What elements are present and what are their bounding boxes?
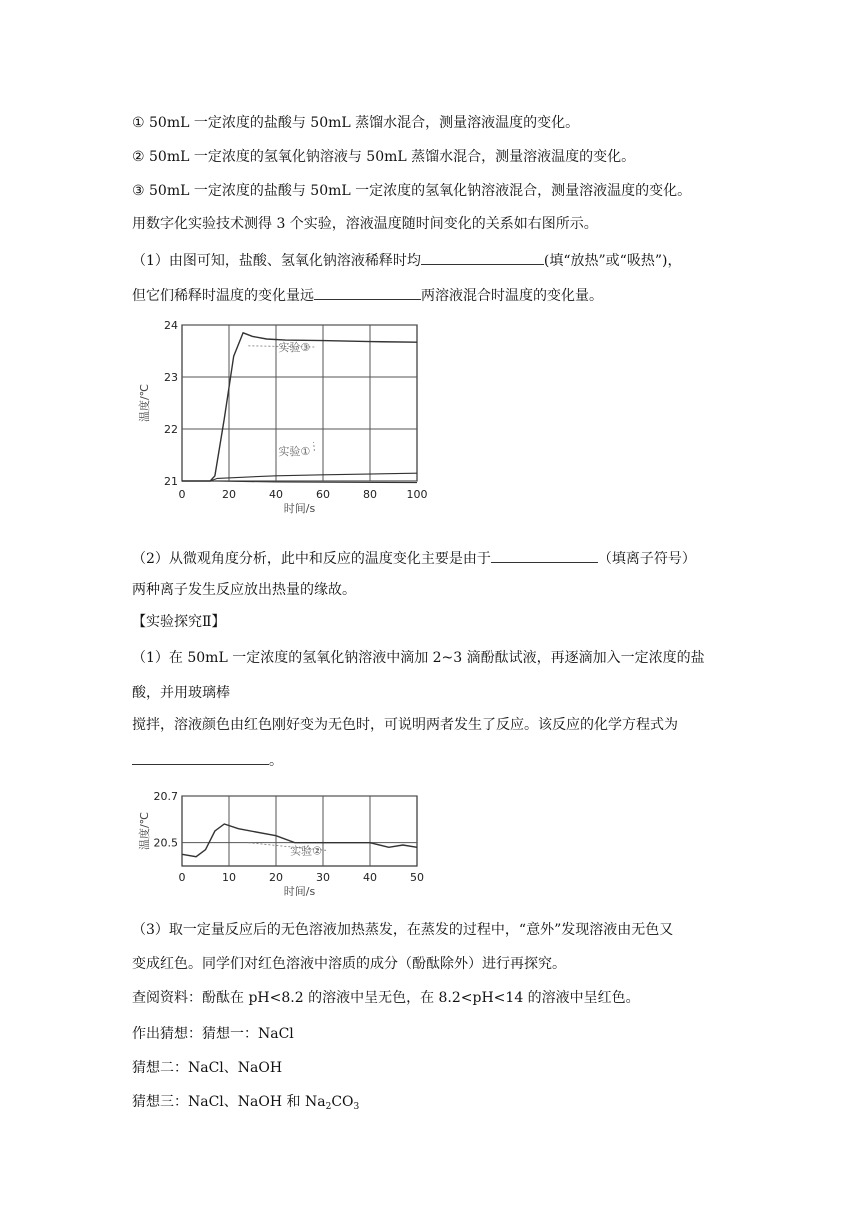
y-tick-label: 20.5 [153, 836, 178, 850]
part-3-line-1: （3）取一定量反应后的无色溶液加热蒸发，在蒸发的过程中，“意外”发现溶液由无色又 [132, 922, 674, 938]
series-annotation: 实验③ [278, 341, 311, 354]
part-1-line-4 [132, 750, 283, 770]
series-annotation: 实验① [278, 445, 311, 458]
x-axis-label: 时间/s [283, 885, 316, 896]
y-tick-label: 24 [164, 319, 178, 332]
q2-text-b: （填离子符号） [597, 551, 696, 567]
item-1: ① 50mL 一定浓度的盐酸与 50mL 蒸馏水混合，测量溶液温度的变化。 [132, 115, 580, 131]
y-tick-label: 21 [164, 475, 178, 488]
guess-3-sub-1: 2 [325, 1102, 332, 1112]
part-3-line-2: 变成红色。同学们对红色溶液中溶质的成分（酚酞除外）进行再探究。 [132, 956, 566, 972]
chart-1-series [182, 333, 417, 483]
x-tick-label: 0 [178, 871, 186, 884]
question-2-line-2: 两种离子发生反应放出热量的缘故。 [132, 582, 356, 598]
x-tick-label: 0 [178, 488, 186, 501]
series-line-2 [182, 473, 417, 481]
guess-3 [132, 1093, 359, 1116]
p1-text-d: 。 [269, 753, 283, 769]
chart-1-labels [137, 319, 428, 515]
guess-3-text: 猜想三：NaCl、NaOH 和 Na [132, 1094, 326, 1110]
series-annotation: 实验② [290, 844, 322, 858]
reference-text: 查阅资料：酚酞在 pH<8.2 的溶液中呈无色，在 8.2<pH<14 的溶液中呈红色。 [132, 990, 640, 1006]
question-1-line-1 [132, 250, 681, 270]
x-tick-label: 10 [222, 871, 236, 884]
part-1-line-2: 酸，并用玻璃棒 [132, 685, 230, 701]
question-1-line-2 [132, 285, 603, 305]
part-1-line-3: 搅拌，溶液颜色由红色刚好变为无色时，可说明两者发生了反应。该反应的化学方程式为 [132, 717, 678, 733]
guess-2: 猜想二：NaCl、NaOH [132, 1060, 283, 1076]
x-tick-label: 40 [363, 871, 377, 884]
y-tick-label: 20.7 [153, 790, 178, 803]
x-tick-label: 100 [406, 488, 428, 501]
y-axis-label: 温度/℃ [138, 383, 151, 423]
question-2-line-1 [132, 548, 696, 568]
answer-blank-2[interactable] [314, 285, 421, 300]
y-tick-label: 22 [164, 423, 178, 436]
x-tick-label: 20 [269, 871, 283, 884]
item-3: ③ 50mL 一定浓度的盐酸与 50mL 一定浓度的氢氧化钠溶液混合，测量溶液温度的变化。 [132, 183, 692, 199]
q1-text-d: 两溶液混合时温度的变化量。 [421, 288, 603, 304]
answer-blank-1[interactable] [421, 250, 544, 265]
guess-1: 作出猜想：猜想一：NaCl [132, 1026, 294, 1042]
x-tick-label: 60 [316, 488, 330, 501]
x-tick-label: 50 [410, 871, 424, 884]
answer-blank-3[interactable] [491, 548, 598, 563]
q1-text-c: 但它们稀释时温度的变化量远 [132, 288, 314, 304]
answer-blank-4[interactable] [132, 750, 269, 765]
series-line-1 [182, 333, 417, 481]
guess-3-co: CO [331, 1094, 354, 1110]
annotation-leader [314, 442, 315, 451]
section-heading: 【实验探究Ⅱ】 [132, 614, 226, 630]
part-1-line-1: （1）在 50mL 一定浓度的氢氧化钠溶液中滴加 2~3 滴酚酞试液，再逐滴加入一定浓度的盐 [132, 650, 705, 666]
x-tick-label: 20 [222, 488, 236, 501]
x-tick-label: 80 [363, 488, 377, 501]
q1-text-b: (填“放热”或“吸热”)， [543, 253, 682, 269]
guess-3-sub-2: 3 [353, 1102, 360, 1112]
chart-2 [132, 786, 432, 896]
x-tick-label: 40 [269, 488, 283, 501]
q1-text-a: （1）由图可知，盐酸、氢氧化钠溶液稀释时均 [132, 253, 421, 269]
item-2: ② 50mL 一定浓度的氢氧化钠溶液与 50mL 蒸馏水混合，测量溶液温度的变化。 [132, 149, 636, 165]
intro-text: 用数字化实验技术测得 3 个实验，溶液温度随时间变化的关系如右图所示。 [132, 216, 598, 232]
x-tick-label: 30 [316, 871, 330, 884]
q2-text-a: （2）从微观角度分析，此中和反应的温度变化主要是由于 [132, 551, 491, 567]
x-axis-label: 时间/s [283, 502, 316, 515]
chart-1 [132, 318, 432, 533]
y-axis-label: 温度/℃ [138, 811, 151, 851]
y-tick-label: 23 [164, 371, 178, 384]
